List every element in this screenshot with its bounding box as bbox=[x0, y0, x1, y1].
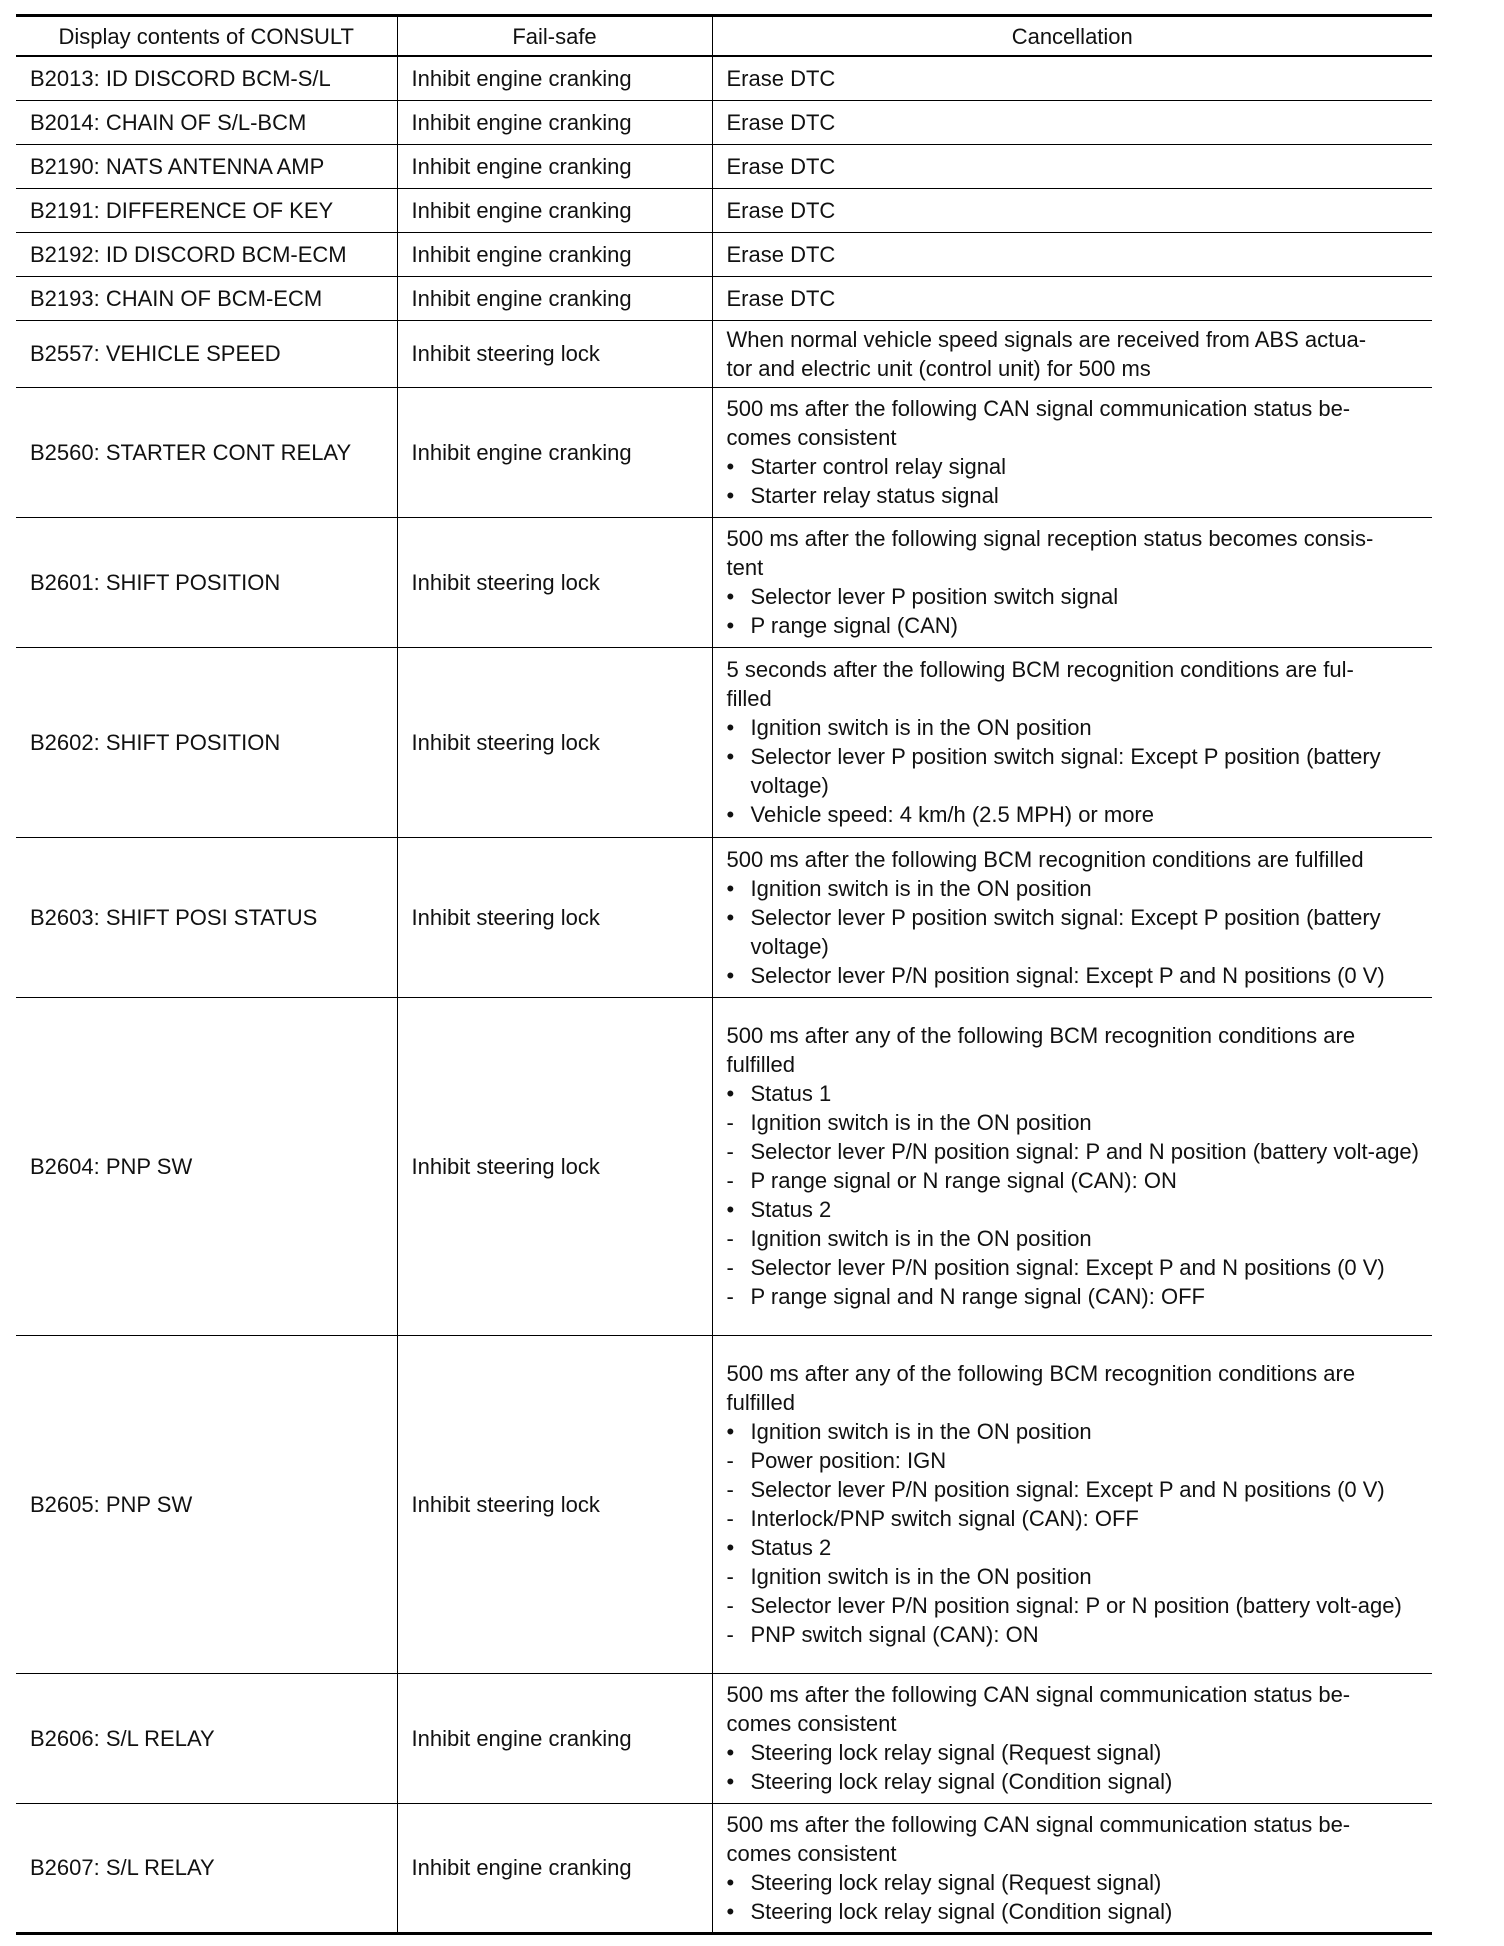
bullet-item bbox=[727, 452, 1425, 481]
dtc-code-cell: B2013: ID DISCORD BCM-S/L bbox=[16, 56, 397, 100]
bullet-item bbox=[727, 1195, 1425, 1224]
dash-marker: - bbox=[726, 1168, 734, 1193]
fail-safe-cell: Inhibit engine cranking bbox=[397, 1803, 712, 1933]
cancellation-cell bbox=[712, 837, 1432, 997]
bullet-item bbox=[727, 1868, 1425, 1897]
cancellation-text: 5 seconds after the following BCM recognition conditions are ful- bbox=[726, 657, 1354, 682]
item-text: P range signal or N range signal (CAN): ON bbox=[750, 1168, 1177, 1193]
table-row bbox=[16, 647, 1432, 837]
table-row bbox=[16, 1335, 1432, 1673]
dtc-code-cell: B2602: SHIFT POSITION bbox=[16, 647, 397, 837]
dash-marker: - bbox=[726, 1110, 734, 1135]
cancellation-cell bbox=[712, 144, 1432, 188]
dash-marker: - bbox=[726, 1506, 734, 1531]
bullet-marker: • bbox=[726, 613, 735, 638]
dtc-code-cell: B2014: CHAIN OF S/L-BCM bbox=[16, 100, 397, 144]
table-row bbox=[16, 144, 1432, 188]
fail-safe-cell: Inhibit steering lock bbox=[397, 647, 712, 837]
bullet-marker: • bbox=[726, 584, 735, 609]
cancellation-cell bbox=[712, 232, 1432, 276]
cancellation-text: 500 ms after the following CAN signal communication status be- bbox=[726, 1811, 1351, 1837]
table-row bbox=[16, 517, 1432, 647]
dtc-code-cell: B2603: SHIFT POSI STATUS bbox=[16, 837, 397, 997]
fail-safe-cell: Inhibit steering lock bbox=[397, 837, 712, 997]
cancellation-text: Erase DTC bbox=[726, 285, 836, 311]
item-text: Ignition switch is in the ON position bbox=[750, 1419, 1092, 1444]
bullet-marker: • bbox=[726, 1419, 735, 1444]
item-text: P range signal (CAN) bbox=[750, 613, 958, 638]
bullet-marker: • bbox=[726, 1535, 735, 1560]
cancellation-cell bbox=[712, 997, 1432, 1335]
dtc-code-cell: B2606: S/L RELAY bbox=[16, 1673, 397, 1803]
item-text: Steering lock relay signal (Request signal) bbox=[750, 1740, 1162, 1765]
cancellation-text: Erase DTC bbox=[726, 197, 836, 223]
dash-marker: - bbox=[726, 1622, 734, 1647]
cancellation-cell bbox=[712, 1335, 1432, 1673]
item-text: Selector lever P position switch signal: Except P position (battery voltage) bbox=[750, 744, 1381, 798]
dtc-code-cell: B2193: CHAIN OF BCM-ECM bbox=[16, 276, 397, 320]
cancellation-text: tor and electric unit (control unit) for 500 ms bbox=[726, 355, 1151, 381]
dtc-code-cell: B2192: ID DISCORD BCM-ECM bbox=[16, 232, 397, 276]
fail-safe-cell: Inhibit steering lock bbox=[397, 320, 712, 387]
fail-safe-cell: Inhibit engine cranking bbox=[397, 232, 712, 276]
cancellation-text: 500 ms after the following CAN signal communication status be- bbox=[726, 1682, 1351, 1707]
bullet-marker: • bbox=[726, 744, 735, 769]
item-text: Status 2 bbox=[750, 1535, 832, 1560]
table-row bbox=[16, 100, 1432, 144]
fail-safe-table bbox=[16, 14, 1432, 1935]
item-text: Steering lock relay signal (Condition signal) bbox=[750, 1898, 1173, 1924]
item-text: Ignition switch is in the ON position bbox=[750, 1226, 1092, 1251]
bullet-marker: • bbox=[726, 483, 735, 508]
table-row bbox=[16, 232, 1432, 276]
dash-marker: - bbox=[726, 1139, 734, 1164]
bullet-marker: • bbox=[726, 802, 735, 827]
fail-safe-cell: Inhibit engine cranking bbox=[397, 1673, 712, 1803]
dtc-code-cell: B2560: STARTER CONT RELAY bbox=[16, 387, 397, 517]
bullet-marker: • bbox=[726, 1898, 735, 1924]
cancellation-text: Erase DTC bbox=[726, 65, 836, 91]
cancellation-text: 500 ms after any of the following BCM recognition conditions are bbox=[726, 1361, 1356, 1386]
item-text: Power position: IGN bbox=[750, 1448, 947, 1473]
dtc-code-cell: B2557: VEHICLE SPEED bbox=[16, 320, 397, 387]
table-row bbox=[16, 56, 1432, 100]
bullet-item bbox=[727, 903, 1425, 961]
cancellation-text: filled bbox=[726, 686, 772, 711]
bullet-marker: • bbox=[726, 1740, 735, 1765]
bullet-marker: • bbox=[726, 904, 735, 930]
cancellation-text: tent bbox=[726, 555, 764, 580]
table-row bbox=[16, 387, 1432, 517]
bullet-marker: • bbox=[726, 1869, 735, 1895]
dash-marker: - bbox=[726, 1226, 734, 1251]
item-text: Starter relay status signal bbox=[750, 483, 999, 508]
item-text: Ignition switch is in the ON position bbox=[750, 1110, 1092, 1135]
dash-item bbox=[727, 1504, 1425, 1533]
dtc-code-cell: B2604: PNP SW bbox=[16, 997, 397, 1335]
bullet-item bbox=[727, 611, 1425, 640]
header-cancellation: Cancellation bbox=[712, 16, 1432, 57]
dash-item bbox=[727, 1282, 1425, 1311]
table-row bbox=[16, 1803, 1432, 1933]
header-display-contents: Display contents of CONSULT bbox=[16, 16, 397, 57]
dash-item bbox=[727, 1108, 1425, 1137]
bullet-item bbox=[727, 742, 1425, 800]
item-text: Selector lever P/N position signal: P or N position (battery volt-age) bbox=[750, 1593, 1402, 1618]
fail-safe-cell: Inhibit engine cranking bbox=[397, 276, 712, 320]
bullet-marker: • bbox=[726, 454, 735, 479]
cancellation-text: Erase DTC bbox=[726, 241, 836, 267]
cancellation-text: 500 ms after the following signal reception status becomes consis- bbox=[726, 526, 1374, 551]
bullet-item bbox=[727, 1417, 1425, 1446]
item-text: P range signal and N range signal (CAN): OFF bbox=[750, 1284, 1205, 1309]
bullet-marker: • bbox=[726, 1769, 735, 1794]
header-row bbox=[16, 16, 1432, 57]
fail-safe-cell: Inhibit engine cranking bbox=[397, 188, 712, 232]
bullet-marker: • bbox=[726, 715, 735, 740]
cancellation-cell bbox=[712, 188, 1432, 232]
item-text: Status 2 bbox=[750, 1197, 832, 1222]
dtc-code-cell: B2605: PNP SW bbox=[16, 1335, 397, 1673]
cancellation-text: Erase DTC bbox=[726, 109, 836, 135]
item-text: Ignition switch is in the ON position bbox=[750, 1564, 1092, 1589]
item-text: Selector lever P/N position signal: Except P and N positions (0 V) bbox=[750, 962, 1385, 988]
item-text: Selector lever P/N position signal: P and N position (battery volt-age) bbox=[750, 1139, 1419, 1164]
dash-item bbox=[727, 1137, 1425, 1166]
bullet-item bbox=[727, 874, 1425, 903]
item-text: Steering lock relay signal (Request signal) bbox=[750, 1869, 1162, 1895]
cancellation-cell bbox=[712, 647, 1432, 837]
cancellation-cell bbox=[712, 387, 1432, 517]
cancellation-text: comes consistent bbox=[726, 1711, 897, 1736]
item-text: Ignition switch is in the ON position bbox=[750, 715, 1092, 740]
bullet-item bbox=[727, 713, 1425, 742]
item-text: Starter control relay signal bbox=[750, 454, 1007, 479]
cancellation-cell bbox=[712, 100, 1432, 144]
item-text: Steering lock relay signal (Condition signal) bbox=[750, 1769, 1173, 1794]
cancellation-text: comes consistent bbox=[726, 425, 897, 450]
cancellation-cell bbox=[712, 320, 1432, 387]
item-text: Ignition switch is in the ON position bbox=[750, 875, 1092, 901]
fail-safe-cell: Inhibit steering lock bbox=[397, 1335, 712, 1673]
bullet-item bbox=[727, 1738, 1425, 1767]
dash-marker: - bbox=[726, 1593, 734, 1618]
header-fail-safe: Fail-safe bbox=[397, 16, 712, 57]
dtc-code-cell: B2191: DIFFERENCE OF KEY bbox=[16, 188, 397, 232]
bullet-item bbox=[727, 1533, 1425, 1562]
dash-item bbox=[727, 1591, 1425, 1620]
item-text: PNP switch signal (CAN): ON bbox=[750, 1622, 1039, 1647]
item-text: Selector lever P/N position signal: Except P and N positions (0 V) bbox=[750, 1255, 1385, 1280]
bullet-item bbox=[727, 582, 1425, 611]
table-row bbox=[16, 276, 1432, 320]
cancellation-text: When normal vehicle speed signals are received from ABS actua- bbox=[726, 326, 1367, 352]
dash-marker: - bbox=[726, 1564, 734, 1589]
item-text: Interlock/PNP switch signal (CAN): OFF bbox=[750, 1506, 1139, 1531]
dash-marker: - bbox=[726, 1284, 734, 1309]
item-text: Vehicle speed: 4 km/h (2.5 MPH) or more bbox=[750, 802, 1154, 827]
dash-item bbox=[727, 1224, 1425, 1253]
bullet-marker: • bbox=[726, 962, 735, 988]
dash-item bbox=[727, 1446, 1425, 1475]
item-text: Selector lever P/N position signal: Except P and N positions (0 V) bbox=[750, 1477, 1385, 1502]
dtc-code-cell: B2190: NATS ANTENNA AMP bbox=[16, 144, 397, 188]
cancellation-text: 500 ms after the following CAN signal communication status be- bbox=[726, 396, 1351, 421]
dash-item bbox=[727, 1620, 1425, 1649]
fail-safe-cell: Inhibit steering lock bbox=[397, 517, 712, 647]
item-text: Status 1 bbox=[750, 1081, 832, 1106]
table-header bbox=[16, 16, 1432, 57]
dash-item bbox=[727, 1562, 1425, 1591]
table-row bbox=[16, 1673, 1432, 1803]
bullet-item bbox=[727, 481, 1425, 510]
table-row bbox=[16, 837, 1432, 997]
dash-marker: - bbox=[726, 1477, 734, 1502]
cancellation-text: 500 ms after the following BCM recognition conditions are fulfilled bbox=[726, 846, 1364, 872]
table-body bbox=[16, 56, 1432, 1933]
dtc-code-cell: B2607: S/L RELAY bbox=[16, 1803, 397, 1933]
cancellation-text: Erase DTC bbox=[726, 153, 836, 179]
fail-safe-cell: Inhibit engine cranking bbox=[397, 100, 712, 144]
dash-item bbox=[727, 1253, 1425, 1282]
item-text: Selector lever P position switch signal bbox=[750, 584, 1119, 609]
table-row bbox=[16, 997, 1432, 1335]
cancellation-text: 500 ms after any of the following BCM recognition conditions are bbox=[726, 1023, 1356, 1048]
cancellation-cell bbox=[712, 1673, 1432, 1803]
bullet-marker: • bbox=[726, 875, 735, 901]
bullet-item bbox=[727, 1079, 1425, 1108]
cancellation-text: fulfilled bbox=[726, 1052, 795, 1077]
dash-marker: - bbox=[726, 1448, 734, 1473]
bullet-marker: • bbox=[726, 1081, 735, 1106]
bullet-item bbox=[727, 1897, 1425, 1926]
cancellation-cell bbox=[712, 1803, 1432, 1933]
fail-safe-cell: Inhibit steering lock bbox=[397, 997, 712, 1335]
dash-item bbox=[727, 1166, 1425, 1195]
table-row bbox=[16, 188, 1432, 232]
dtc-code-cell: B2601: SHIFT POSITION bbox=[16, 517, 397, 647]
cancellation-cell bbox=[712, 56, 1432, 100]
fail-safe-cell: Inhibit engine cranking bbox=[397, 144, 712, 188]
bullet-item bbox=[727, 961, 1425, 990]
fail-safe-cell: Inhibit engine cranking bbox=[397, 56, 712, 100]
cancellation-text: fulfilled bbox=[726, 1390, 795, 1415]
item-text: Selector lever P position switch signal: Except P position (battery voltage) bbox=[750, 904, 1381, 959]
table-row bbox=[16, 320, 1432, 387]
dash-marker: - bbox=[726, 1255, 734, 1280]
dash-item bbox=[727, 1475, 1425, 1504]
bullet-marker: • bbox=[726, 1197, 735, 1222]
fail-safe-cell: Inhibit engine cranking bbox=[397, 387, 712, 517]
cancellation-cell bbox=[712, 276, 1432, 320]
bullet-item bbox=[727, 1767, 1425, 1796]
cancellation-text: comes consistent bbox=[726, 1840, 897, 1866]
bullet-item bbox=[727, 800, 1425, 829]
cancellation-cell bbox=[712, 517, 1432, 647]
